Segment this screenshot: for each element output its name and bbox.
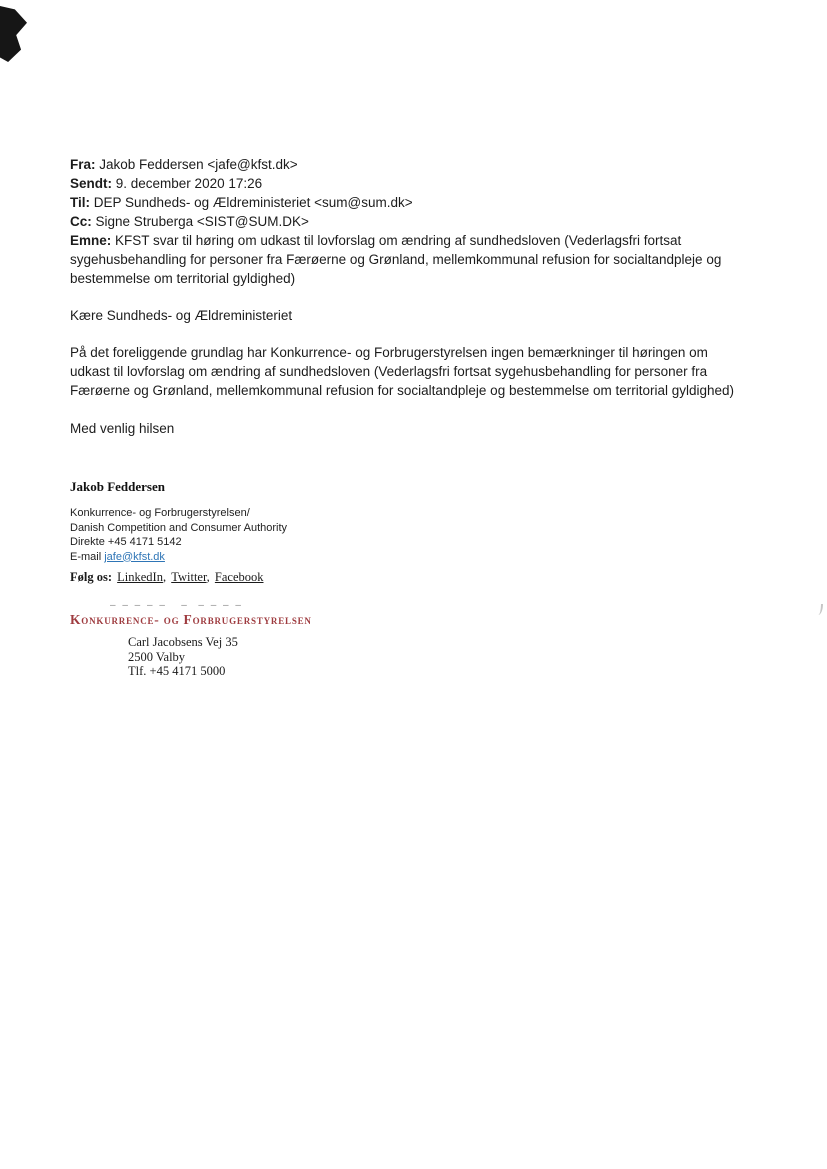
header-from-label: Fra: [70,157,96,172]
header-subject-label: Emne: [70,233,112,248]
signature-phone: Direkte +45 4171 5142 [70,536,182,548]
email-message [70,155,738,679]
header-sent-label: Sendt: [70,176,112,191]
header-to [70,193,738,212]
greeting-line: Kære Sundheds- og Ældreministeriet [70,308,293,323]
header-cc [70,212,738,231]
twitter-link[interactable]: Twitter [171,570,207,584]
facebook-link[interactable]: Facebook [214,570,264,584]
signature-name: Jakob Feddersen [70,479,165,494]
header-sent-value: 9. december 2020 17:26 [115,176,263,191]
scan-artifact-right-edge [815,604,823,615]
body-paragraph: På det foreliggende grundlag har Konkurrence- og Forbrugerstyrelsen ingen bemærkninger til høringen om udkast til lovforslag om ændring af sundhedsloven (Vederlagsfri fortsat sygehusbehandling for personer fra Færøerne og Grønland, mellemkommunal refusion for socialtandpleje og bestemmelse om territorial gyldighed) [70,345,735,398]
email-header-block [70,155,738,288]
header-to-value: DEP Sundheds- og Ældreministeriet <sum@sum.dk> [93,195,413,210]
signature-email-line [70,550,738,565]
header-cc-label: Cc: [70,214,92,229]
email-link[interactable]: jafe@kfst.dk [104,550,165,563]
header-subject [70,231,738,288]
linkedin-link[interactable]: LinkedIn [117,570,163,584]
separator: , [206,570,210,584]
header-to-label: Til: [70,195,90,210]
signature-email-label: E-mail [70,550,105,563]
social-follow-line [70,569,738,585]
signature-block [70,478,738,585]
address-city: 2500 Valby [128,649,186,664]
logo-wordmark: Konkurrence- og Forbrugerstyrelsen [70,612,312,627]
address-street: Carl Jacobsens Vej 35 [128,635,238,649]
separator: , [162,570,167,584]
closing-line: Med venlig hilsen [70,421,175,436]
signature-org-danish: Konkurrence- og Forbrugerstyrelsen/ [70,507,250,519]
follow-label: Følg os: [70,570,116,584]
scan-artifact-top-left [0,6,27,62]
header-sent [70,174,738,193]
signature-org-english: Danish Competition and Consumer Authority [70,521,288,534]
header-from-value: Jakob Feddersen <jafe@kfst.dk> [99,157,298,172]
logo-dashes-decoration: – – – – – – – – – – [110,600,243,611]
header-cc-value: Signe Struberga <SIST@SUM.DK> [95,214,309,229]
address-phone: Tlf. +45 4171 5000 [128,664,226,678]
address-block [128,635,738,679]
header-subject-value: KFST svar til høring om udkast til lovforslag om ændring af sundhedsloven (Vederlagsfri fortsat sygehusbehandling for personer fra Færøerne og Grønland, mellemkommunal refusion for socialtandpleje og bestemmelse om territorial gyldighed) [70,233,722,286]
kfst-logo [70,601,738,628]
header-from [70,155,738,174]
